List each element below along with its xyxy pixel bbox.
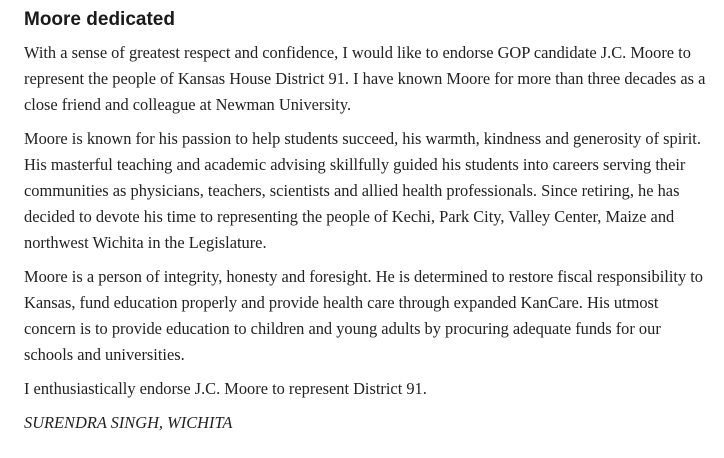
letter-signature: SURENDRA SINGH, WICHITA bbox=[24, 413, 233, 432]
letter-headline: Moore dedicated bbox=[24, 9, 175, 30]
letter-to-editor bbox=[24, 8, 714, 436]
letter-paragraph-2: Moore is known for his passion to help students succeed, his warmth, kindness and generosity of spirit. His masterful teaching and academic advising skillfully guided his students into careers serving their communities as physicians, teachers, scientists and allied health professionals. Since retiring, he has decided to devote his time to representing the people of Kechi, Park City, Valley Center, Maize and northwest Wichita in the Legislature. bbox=[24, 129, 701, 252]
letter-paragraph-1: With a sense of greatest respect and confidence, I would like to endorse GOP candidate J.C. Moore to represent the people of Kansas House District 91. I have known Moore for more than three decades as a close friend and colleague at Newman University. bbox=[24, 43, 706, 114]
letter-paragraph-4: I enthusiastically endorse J.C. Moore to represent District 91. bbox=[24, 379, 427, 398]
letter-paragraph-3: Moore is a person of integrity, honesty and foresight. He is determined to restore fiscal responsibility to Kansas, fund education properly and provide health care through expanded KanCare. His utmost concern is to provide education to children and young adults by procuring adequate funds for our schools and universities. bbox=[24, 267, 703, 364]
